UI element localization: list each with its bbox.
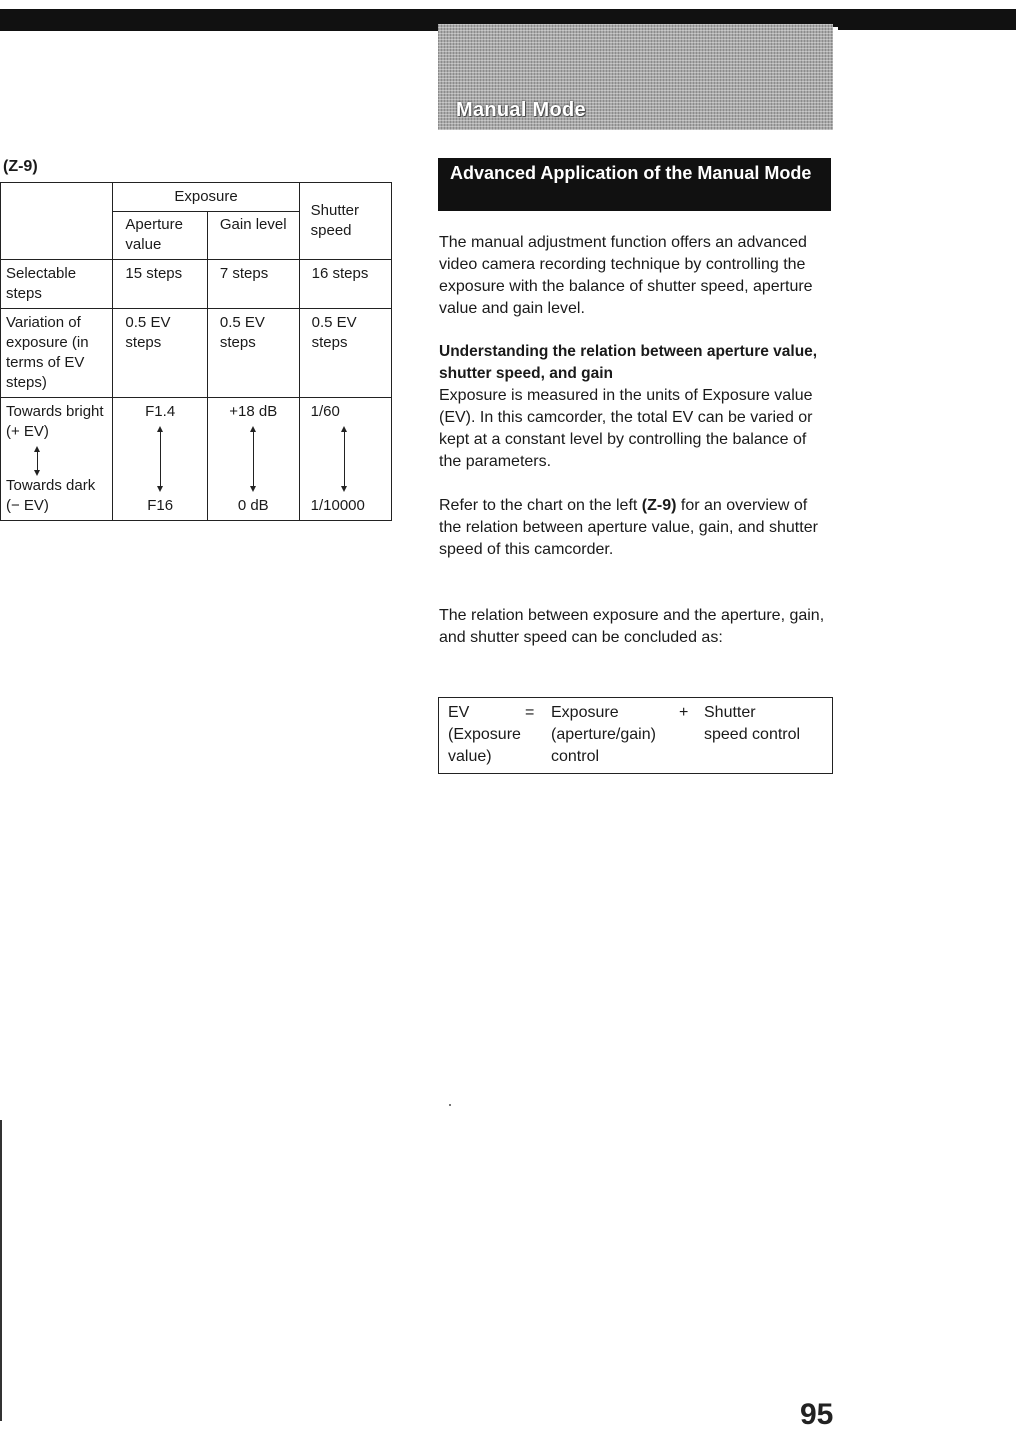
aperture-range-cell [113, 398, 207, 521]
double-arrow-icon [253, 428, 254, 490]
exposure-table [0, 182, 392, 521]
top-rule-right [838, 27, 1016, 30]
formula-equals: = [525, 704, 535, 721]
reference-paragraph [439, 495, 831, 561]
gain-cell: 7 steps [207, 260, 299, 309]
shutter-header: Shutter speed [299, 183, 391, 260]
article-heading: Advanced Application of the Manual Mode [438, 158, 831, 211]
gain-min: 0 dB [237, 497, 269, 514]
formula-exposure-desc: control [551, 748, 600, 765]
double-arrow-icon [344, 428, 345, 490]
formula-ev-column [448, 702, 521, 768]
shutter-max: 1/60 [310, 403, 340, 420]
section-tab-title: Manual Mode [456, 99, 586, 121]
range-label-bright: Towards bright (+ EV) [6, 403, 104, 440]
range-label-cell [1, 398, 113, 521]
table-row-range [1, 398, 392, 521]
row-label: Selectable steps [1, 260, 113, 309]
gain-max: +18 dB [229, 403, 278, 420]
formula-exposure-desc: (aperture/gain) [551, 726, 656, 743]
section-tab [438, 24, 833, 130]
exposure-header: Exposure [113, 183, 299, 212]
aperture-max: F1.4 [145, 403, 176, 420]
relation-paragraph: The relation between exposure and the aperture, gain, and shutter speed can be concluded as: [439, 607, 825, 646]
formula-ev-desc: (Exposure [448, 726, 521, 743]
reference-text-end: for an overview of the relation between aperture value, gain, and shutter speed of this camcorder. [439, 497, 818, 558]
aperture-min: F16 [147, 497, 174, 514]
formula-shutter-column [704, 702, 800, 746]
formula-exposure-column [551, 702, 656, 768]
aperture-header: Aperture value [113, 212, 207, 260]
formula-ev: EV [448, 704, 470, 721]
shutter-cell: 0.5 EV steps [299, 309, 391, 398]
double-arrow-icon [160, 428, 161, 490]
formula-shutter: Shutter [704, 704, 756, 721]
table-row [1, 309, 392, 398]
table-corner-cell [1, 183, 113, 260]
ev-paragraph: Exposure is measured in the units of Exposure value (EV). In this camcorder, the total EV can be varied or kept at a constant level by controlling the balance of the parameters. [439, 387, 813, 470]
double-arrow-icon [37, 448, 38, 474]
scan-dot [449, 1104, 451, 1106]
reference-text-start: Refer to the chart on the left [439, 497, 642, 514]
intro-paragraph: The manual adjustment function offers an advanced video camera recording technique by controlling the exposure with the balance of shutter speed, aperture value and gain level. [439, 234, 813, 317]
shutter-cell: 16 steps [299, 260, 391, 309]
table-row [1, 260, 392, 309]
aperture-cell: 0.5 EV steps [113, 309, 207, 398]
range-label-dark: Towards dark (− EV) [6, 477, 96, 514]
row-label: Variation of exposure (in terms of EV steps) [1, 309, 113, 398]
formula-shutter-desc: speed control [704, 726, 801, 743]
figure-label: (Z-9) [3, 158, 38, 175]
gain-cell: 0.5 EV steps [207, 309, 299, 398]
formula-ev-desc: value) [448, 748, 492, 765]
shutter-min: 1/10000 [310, 497, 365, 514]
article-subheading: Understanding the relation between aperture value, shutter speed, and gain [439, 343, 818, 382]
figure-reference: (Z-9) [641, 497, 677, 514]
shutter-range-cell [299, 398, 391, 521]
ev-formula-box [438, 697, 833, 774]
formula-exposure: Exposure [551, 704, 619, 721]
gain-range-cell [207, 398, 299, 521]
aperture-cell: 15 steps [113, 260, 207, 309]
top-rule-tail [0, 27, 440, 31]
gain-header: Gain level [207, 212, 299, 260]
formula-plus: + [679, 704, 689, 721]
page-edge-line [0, 1120, 2, 1421]
page-number: 95 [800, 1398, 834, 1431]
